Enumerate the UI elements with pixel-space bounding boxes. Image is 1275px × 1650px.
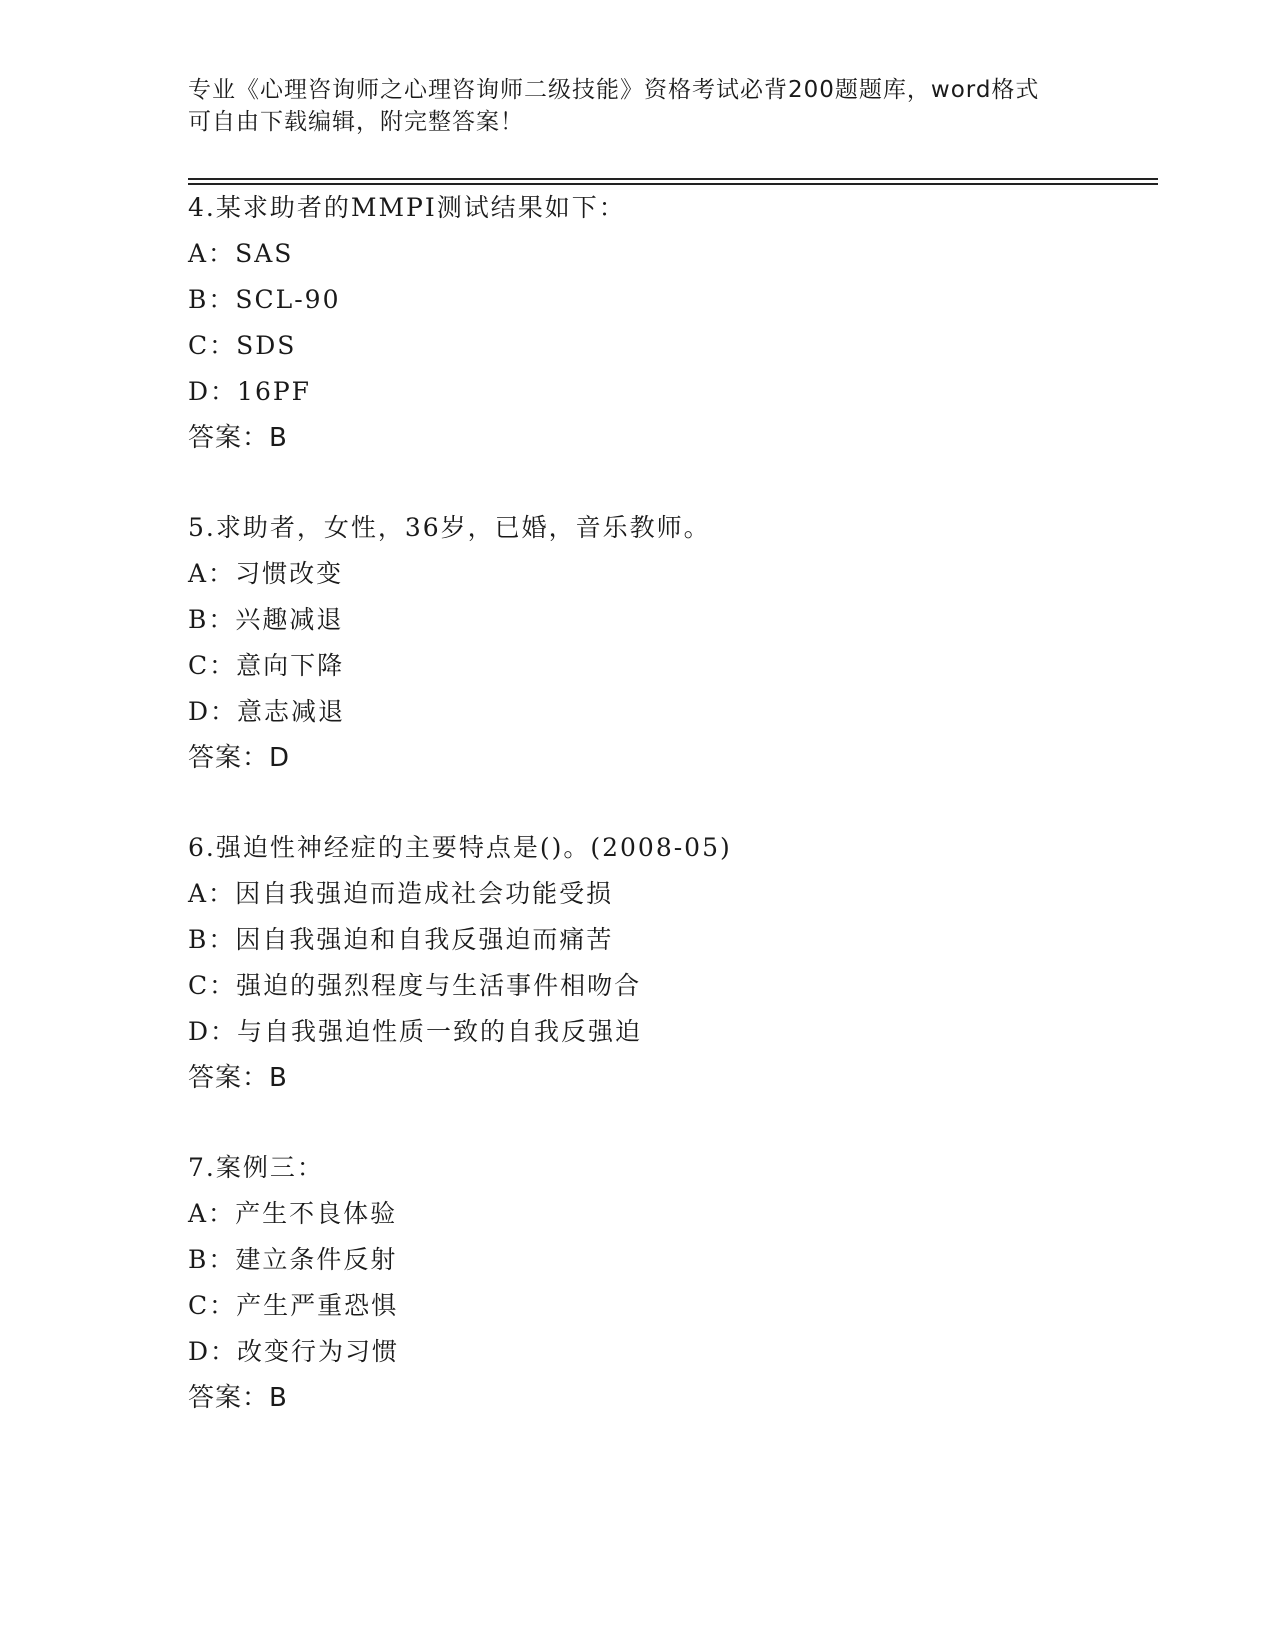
header-title-line-2: 可自由下载编辑，附完整答案！ bbox=[188, 109, 524, 135]
option-key: B： bbox=[188, 925, 236, 954]
option-text: 产生不良体验 bbox=[235, 1199, 398, 1228]
document-header bbox=[188, 74, 1088, 138]
option-text: 意志减退 bbox=[237, 697, 346, 726]
option-c bbox=[188, 323, 1188, 369]
option-key: C： bbox=[188, 651, 237, 680]
question-block bbox=[188, 1145, 1188, 1421]
option-key: B： bbox=[188, 285, 236, 314]
option-text: 因自我强迫而造成社会功能受损 bbox=[235, 879, 614, 908]
option-a bbox=[188, 871, 1188, 917]
option-key: A： bbox=[188, 879, 236, 908]
option-d bbox=[188, 1329, 1188, 1375]
option-b bbox=[188, 597, 1188, 643]
option-text: 改变行为习惯 bbox=[237, 1337, 400, 1366]
option-text: 因自我强迫和自我反强迫而痛苦 bbox=[235, 925, 614, 954]
option-key: D： bbox=[188, 1017, 238, 1046]
question-block bbox=[188, 825, 1188, 1101]
question-block bbox=[188, 185, 1188, 461]
option-d bbox=[188, 1009, 1188, 1055]
option-text: 意向下降 bbox=[236, 651, 345, 680]
option-c bbox=[188, 643, 1188, 689]
option-text: 兴趣减退 bbox=[235, 605, 344, 634]
option-text: 16PF bbox=[237, 377, 312, 406]
option-a bbox=[188, 551, 1188, 597]
option-key: A： bbox=[188, 559, 236, 588]
option-key: C： bbox=[188, 971, 237, 1000]
option-a bbox=[188, 1191, 1188, 1237]
option-key: B： bbox=[188, 1245, 236, 1274]
answer-line: 答案：B bbox=[188, 423, 288, 453]
question-stem: 7.案例三： bbox=[188, 1153, 324, 1182]
option-key: C： bbox=[188, 1291, 237, 1320]
question-stem: 6.强迫性神经症的主要特点是()。(2008-05) bbox=[188, 833, 732, 862]
option-key: C： bbox=[188, 331, 237, 360]
option-key: A： bbox=[188, 239, 236, 268]
option-text: SAS bbox=[235, 239, 294, 268]
question-stem: 4.某求助者的MMPI测试结果如下： bbox=[188, 193, 626, 222]
option-b bbox=[188, 277, 1188, 323]
option-text: SCL-90 bbox=[235, 285, 341, 314]
option-text: 与自我强迫性质一致的自我反强迫 bbox=[237, 1017, 643, 1046]
option-c bbox=[188, 963, 1188, 1009]
answer-line: 答案：B bbox=[188, 1063, 288, 1093]
option-key: B： bbox=[188, 605, 236, 634]
option-text: SDS bbox=[236, 331, 297, 360]
option-key: D： bbox=[188, 1337, 238, 1366]
option-key: D： bbox=[188, 697, 238, 726]
answer-line: 答案：B bbox=[188, 1383, 288, 1413]
option-c bbox=[188, 1283, 1188, 1329]
option-text: 产生严重恐惧 bbox=[236, 1291, 399, 1320]
question-stem: 5.求助者，女性，36岁，已婚，音乐教师。 bbox=[188, 513, 711, 542]
header-divider-top bbox=[188, 178, 1158, 180]
option-b bbox=[188, 1237, 1188, 1283]
option-b bbox=[188, 917, 1188, 963]
option-text: 强迫的强烈程度与生活事件相吻合 bbox=[236, 971, 642, 1000]
option-a bbox=[188, 231, 1188, 277]
option-key: D： bbox=[188, 377, 238, 406]
option-text: 习惯改变 bbox=[235, 559, 344, 588]
header-title-line-1: 专业《心理咨询师之心理咨询师二级技能》资格考试必背200题题库，word格式 bbox=[188, 77, 1040, 103]
question-block bbox=[188, 505, 1188, 781]
option-d bbox=[188, 369, 1188, 415]
option-d bbox=[188, 689, 1188, 735]
answer-line: 答案：D bbox=[188, 743, 291, 773]
option-key: A： bbox=[188, 1199, 236, 1228]
option-text: 建立条件反射 bbox=[235, 1245, 398, 1274]
